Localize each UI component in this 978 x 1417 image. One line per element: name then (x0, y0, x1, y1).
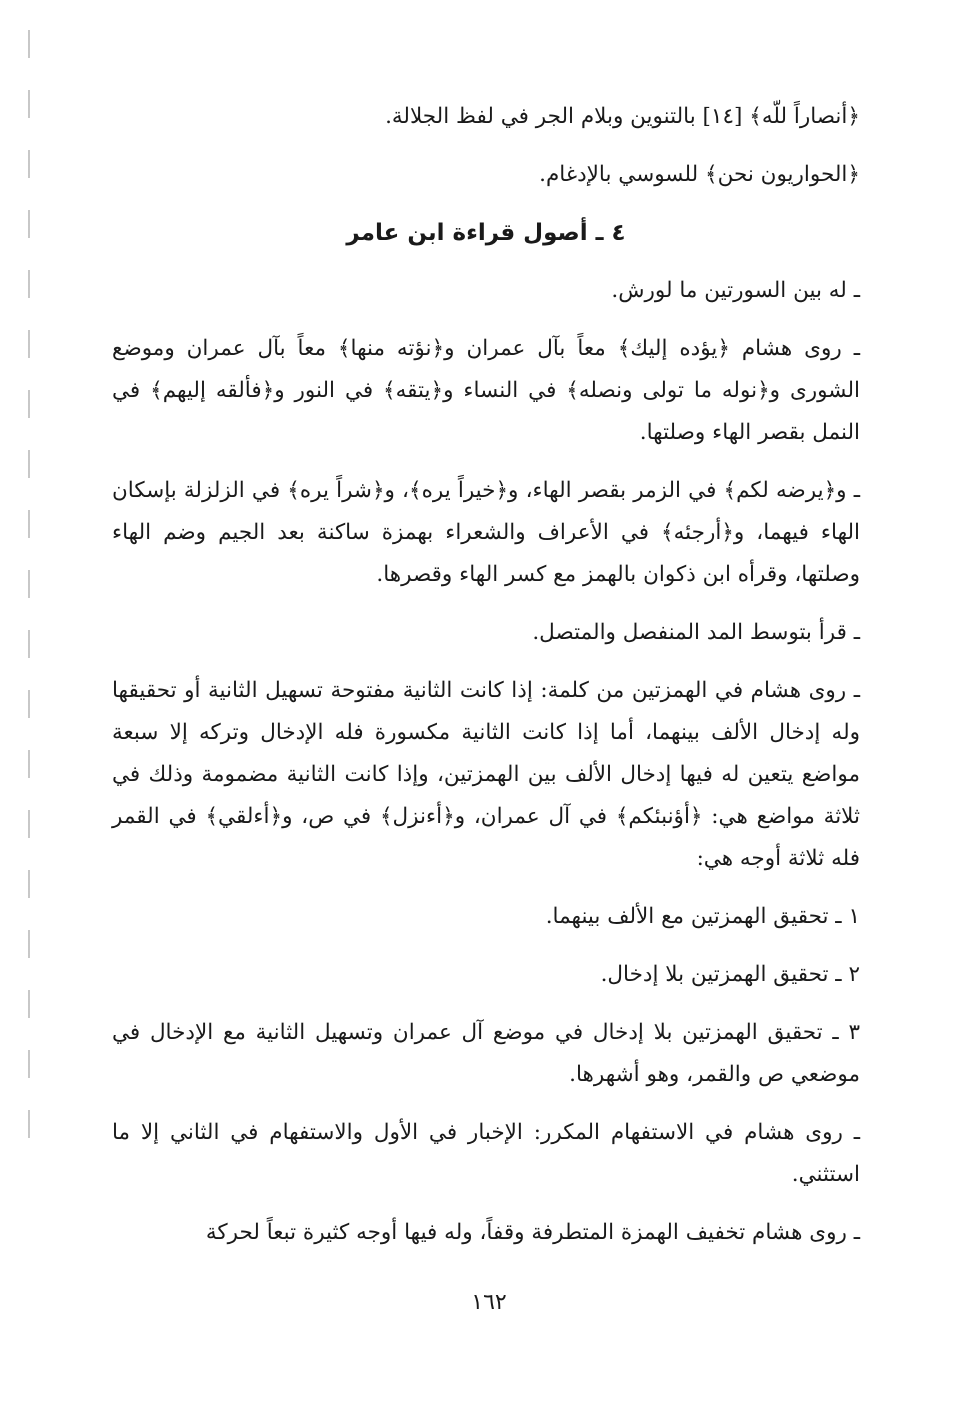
paragraph-waqf: ـ روى هشام تخفيف الهمزة المتطرفة وقفاً، وله فيها أوجه كثيرة تبعاً لحركة (205, 1220, 860, 1245)
paragraph-madd: ـ قرأ بتوسط المد المنفصل والمتصل. (532, 620, 860, 645)
list-item-3: ٣ ـ تحقيق الهمزتين بلا إدخال في موضع آل عمران وتسهيل الثانية مع الإدخال في موضعي ص والقمر، وهو أشهرها. (112, 1020, 860, 1087)
paragraph-basmala: ـ له بين السورتين ما لورش. (611, 278, 860, 303)
section-heading: ٤ ـ أصول قراءة ابن عامر (346, 220, 626, 246)
list-item-2: ٢ ـ تحقيق الهمزتين بلا إدخال. (600, 962, 860, 987)
verse-note-ansar: ﴿أنصاراً للّه﴾ [١٤] بالتنوين وبلام الجر في لفظ الجلالة. (385, 104, 860, 129)
paragraph-hamzatayn: ـ روى هشام في الهمزتين من كلمة: إذا كانت الثانية مفتوحة تسهيل الثانية أو تحقيقها وله إدخال الألف بينهما، أما إذا كانت الثانية مكسورة فله الإدخال وتركه إلا سبعة مواضع يتعين له فيها إدخال الألف بين الهمزتين، وإذا كانت الثانية مضمومة وذلك في ثلاثة مواضع هي: ﴿أؤنبئكم﴾ في آل عمران، و﴿أءنزل﴾ في ص، و﴿أءلقي﴾ في القمر فله ثلاثة أوجه هي: (112, 678, 860, 871)
paragraph-hisham-ha: ـ روى هشام ﴿يؤده إليك﴾ معاً بآل عمران و﴿نؤته منها﴾ معاً بآل عمران وموضع الشورى و﴿نوله ما تولى ونصله﴾ في النساء و﴿يتقه﴾ في النور و﴿فألقه إليهم﴾ في النمل بقصر الهاء وصلتها. (112, 336, 860, 445)
page-body (112, 96, 860, 1270)
verse-note-hawariyun: ﴿الحواريون نحن﴾ للسوسي بالإدغام. (539, 162, 860, 187)
list-item-1: ١ ـ تحقيق الهمزتين مع الألف بينهما. (545, 904, 860, 929)
paragraph-istifham: ـ روى هشام في الاستفهام المكرر: الإخبار في الأول والاستفهام في الثاني إلا ما استثني. (112, 1120, 860, 1187)
scan-edge (28, 30, 30, 1170)
paragraph-yardahu: ـ و﴿يرضه لكم﴾ في الزمر بقصر الهاء، و﴿خيراً يره﴾، و﴿شراً يره﴾ في الزلزلة بإسكان الهاء فيهما، و﴿أرجئه﴾ في الأعراف والشعراء بهمزة ساكنة بعد الجيم وضم الهاء وصلتها، وقرأه ابن ذكوان بالهمز مع كسر الهاء وقصرها. (112, 478, 860, 587)
page-number: ١٦٢ (471, 1290, 507, 1315)
